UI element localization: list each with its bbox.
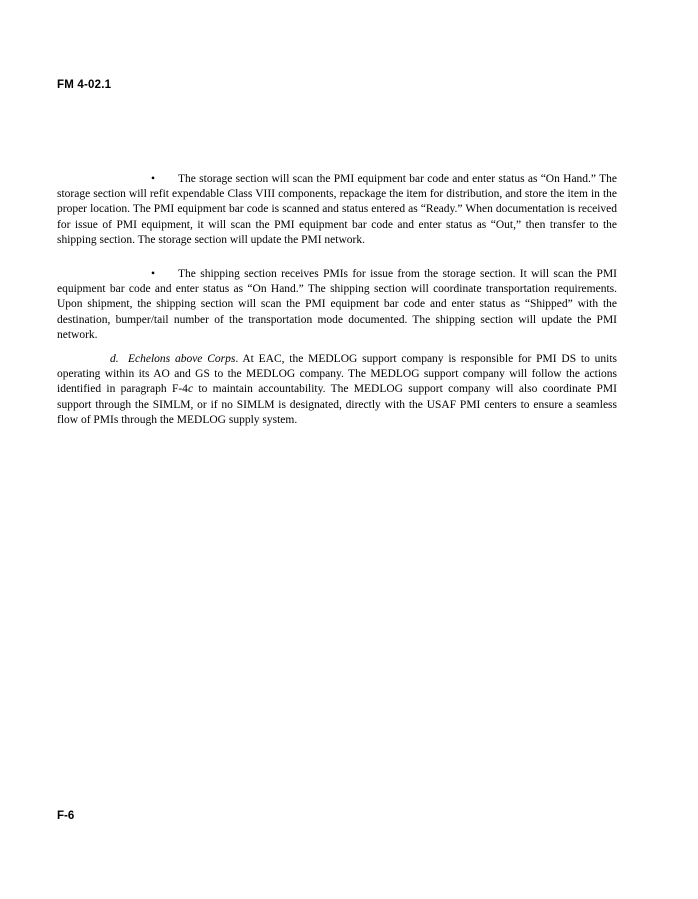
page-number: F-6: [57, 810, 75, 822]
bullet-text: The shipping section receives PMIs for issue from the storage section. It will scan the PMI equipment bar code and enter status as “On Hand.” The shipping section will coordinate transportation requirements. Upon shipment, the shipping section will scan the PMI equipment bar code and enter status as “Shipped” with the destination, bumper/tail number of the transportation mode documented. The shipping section will update the PMI network.: [57, 268, 617, 341]
subparagraph-d-text: [57, 352, 617, 428]
paragraph-reference: c: [187, 383, 194, 396]
subparagraph-body-2: to maintain accountability. The MEDLOG support company will also coordinate PMI support through the SIMLM, or if no SIMLM is designated, directly with the USAF PMI centers to ensure a seamless flow of PMIs through the MEDLOG supply system.: [57, 383, 617, 426]
bullet-paragraph-shipping-text: [57, 267, 617, 343]
page-header: FM 4-02.1: [57, 79, 112, 91]
subparagraph-d: [57, 352, 617, 428]
bullet-icon: •: [151, 173, 156, 185]
subparagraph-title: Echelons above Corps: [128, 353, 236, 365]
bullet-icon: •: [151, 268, 156, 280]
bullet-paragraph-storage: [57, 172, 617, 248]
subparagraph-letter: d.: [110, 353, 119, 365]
bullet-text: The storage section will scan the PMI equipment bar code and enter status as “On Hand.” The storage section will refit expendable Class VIII components, repackage the item for distribution, and store the item in the proper location. The PMI equipment bar code is scanned and status entered as “Ready.” When documentation is received for issue of PMI equipment, it will scan the PMI equipment bar code and enter status as “Out,” then transfer to the shipping section. The storage section will update the PMI network.: [57, 173, 617, 246]
bullet-paragraph-storage-text: [57, 172, 617, 248]
subparagraph-body-1: . At EAC, the MEDLOG support company is responsible for PMI DS to units operating within its AO and GS to the MEDLOG company. The MEDLOG support company will follow the actions identified in paragraph F-4: [57, 353, 617, 396]
bullet-paragraph-shipping: [57, 267, 617, 343]
